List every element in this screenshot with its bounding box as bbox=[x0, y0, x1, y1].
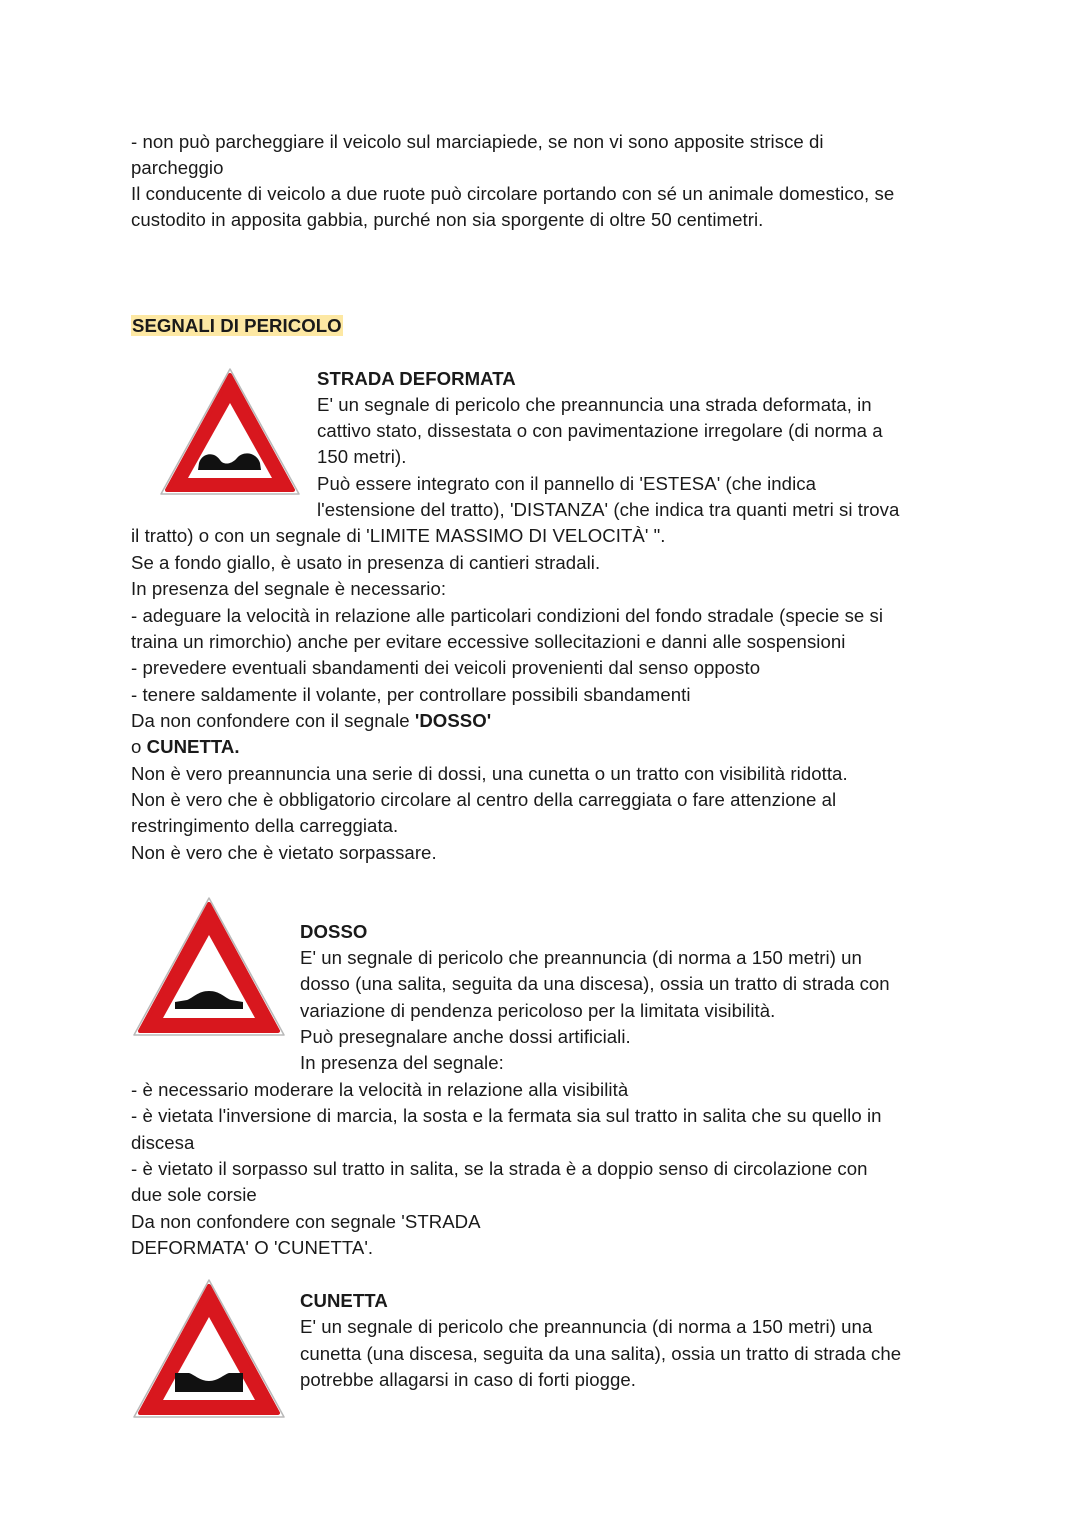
sign-title: STRADA DEFORMATA bbox=[317, 368, 516, 389]
sign-text-line: - è necessario moderare la velocità in relazione alla visibilità bbox=[131, 1079, 629, 1100]
dip-warning-icon bbox=[131, 1277, 287, 1421]
sign-text-line: E' un segnale di pericolo che preannuncia (di norma a 150 metri) un bbox=[300, 947, 862, 968]
sign-text-line: discesa bbox=[131, 1132, 195, 1153]
sign-text-line: potrebbe allagarsi in caso di forti piogge. bbox=[300, 1369, 637, 1390]
sign-text-line: E' un segnale di pericolo che preannuncia una strada deformata, in bbox=[317, 394, 872, 415]
section-heading bbox=[131, 313, 343, 339]
not-true-line: Non è vero che è obbligatorio circolare al centro della carreggiata o fare attenzione al bbox=[131, 789, 837, 810]
intro-line: parcheggio bbox=[131, 157, 224, 178]
sign-text-line: cattivo stato, dissestata o con pavimentazione irregolare (di norma a bbox=[317, 420, 883, 441]
sign-text-line: - prevedere eventuali sbandamenti dei veicoli provenienti dal senso opposto bbox=[131, 657, 761, 678]
sign-title: CUNETTA bbox=[300, 1290, 388, 1311]
sign-text-line: l'estensione del tratto), 'DISTANZA' (che indica tra quanti metri si trova bbox=[317, 499, 900, 520]
not-true-line: Non è vero preannuncia una serie di dossi, una cunetta o un tratto con visibilità ridotta. bbox=[131, 763, 848, 784]
sign-text-line: In presenza del segnale: bbox=[300, 1052, 504, 1073]
sign-text-line: cunetta (una discesa, seguita da una salita), ossia un tratto di strada che bbox=[300, 1343, 902, 1364]
sign-text-line: - adeguare la velocità in relazione alle particolari condizioni del fondo stradale (specie se si bbox=[131, 605, 884, 626]
sign-text-line: - è vietata l'inversione di marcia, la sosta e la fermata sia sul tratto in salita che su quello in bbox=[131, 1105, 882, 1126]
sign-text-line: - è vietato il sorpasso sul tratto in salita, se la strada è a doppio senso di circolazione con bbox=[131, 1158, 868, 1179]
sign-text-line: variazione di pendenza pericoloso per la limitata visibilità. bbox=[300, 1000, 776, 1021]
confuse-prefix: Da non confondere con il segnale bbox=[131, 710, 415, 731]
sign-text-line: il tratto) o con un segnale di 'LIMITE MASSIMO DI VELOCITÀ' ". bbox=[131, 525, 666, 546]
section-heading-text: SEGNALI DI PERICOLO bbox=[132, 315, 342, 336]
not-true-line: Non è vero che è vietato sorpassare. bbox=[131, 842, 437, 863]
bump-warning-icon bbox=[131, 895, 287, 1039]
intro-line: - non può parcheggiare il veicolo sul marciapiede, se non vi sono apposite strisce di bbox=[131, 131, 824, 152]
sign-text-line: In presenza del segnale è necessario: bbox=[131, 578, 447, 599]
sign-text-line: Può essere integrato con il pannello di 'ESTESA' (che indica bbox=[317, 473, 816, 494]
not-true-line: restringimento della carreggiata. bbox=[131, 815, 399, 836]
sign-text-line: due sole corsie bbox=[131, 1184, 257, 1205]
sign-text-line: DEFORMATA' O 'CUNETTA'. bbox=[131, 1237, 374, 1258]
sign-text-line: E' un segnale di pericolo che preannuncia (di norma a 150 metri) una bbox=[300, 1316, 873, 1337]
sign-text-line: 150 metri). bbox=[317, 446, 407, 467]
confuse-bold: CUNETTA. bbox=[146, 736, 240, 757]
uneven-road-warning-icon bbox=[158, 366, 302, 498]
confuse-prefix: o bbox=[131, 736, 147, 757]
sign-text-line: dosso (una salita, seguita da una discesa), ossia un tratto di strada con bbox=[300, 973, 890, 994]
confuse-note bbox=[131, 734, 240, 760]
sign-title: DOSSO bbox=[300, 921, 368, 942]
sign-text-line: Da non confondere con segnale 'STRADA bbox=[131, 1211, 481, 1232]
sign-text-line: Può presegnalare anche dossi artificiali. bbox=[300, 1026, 631, 1047]
confuse-note bbox=[131, 708, 491, 734]
intro-line: Il conducente di veicolo a due ruote può circolare portando con sé un animale domestico, se bbox=[131, 183, 895, 204]
intro-line: custodito in apposita gabbia, purché non sia sporgente di oltre 50 centimetri. bbox=[131, 209, 764, 230]
confuse-bold: 'DOSSO' bbox=[414, 710, 492, 731]
sign-text-line: traina un rimorchio) anche per evitare eccessive sollecitazioni e danni alle sospensioni bbox=[131, 631, 846, 652]
sign-text-line: Se a fondo giallo, è usato in presenza di cantieri stradali. bbox=[131, 552, 601, 573]
sign-text-line: - tenere saldamente il volante, per controllare possibili sbandamenti bbox=[131, 684, 691, 705]
